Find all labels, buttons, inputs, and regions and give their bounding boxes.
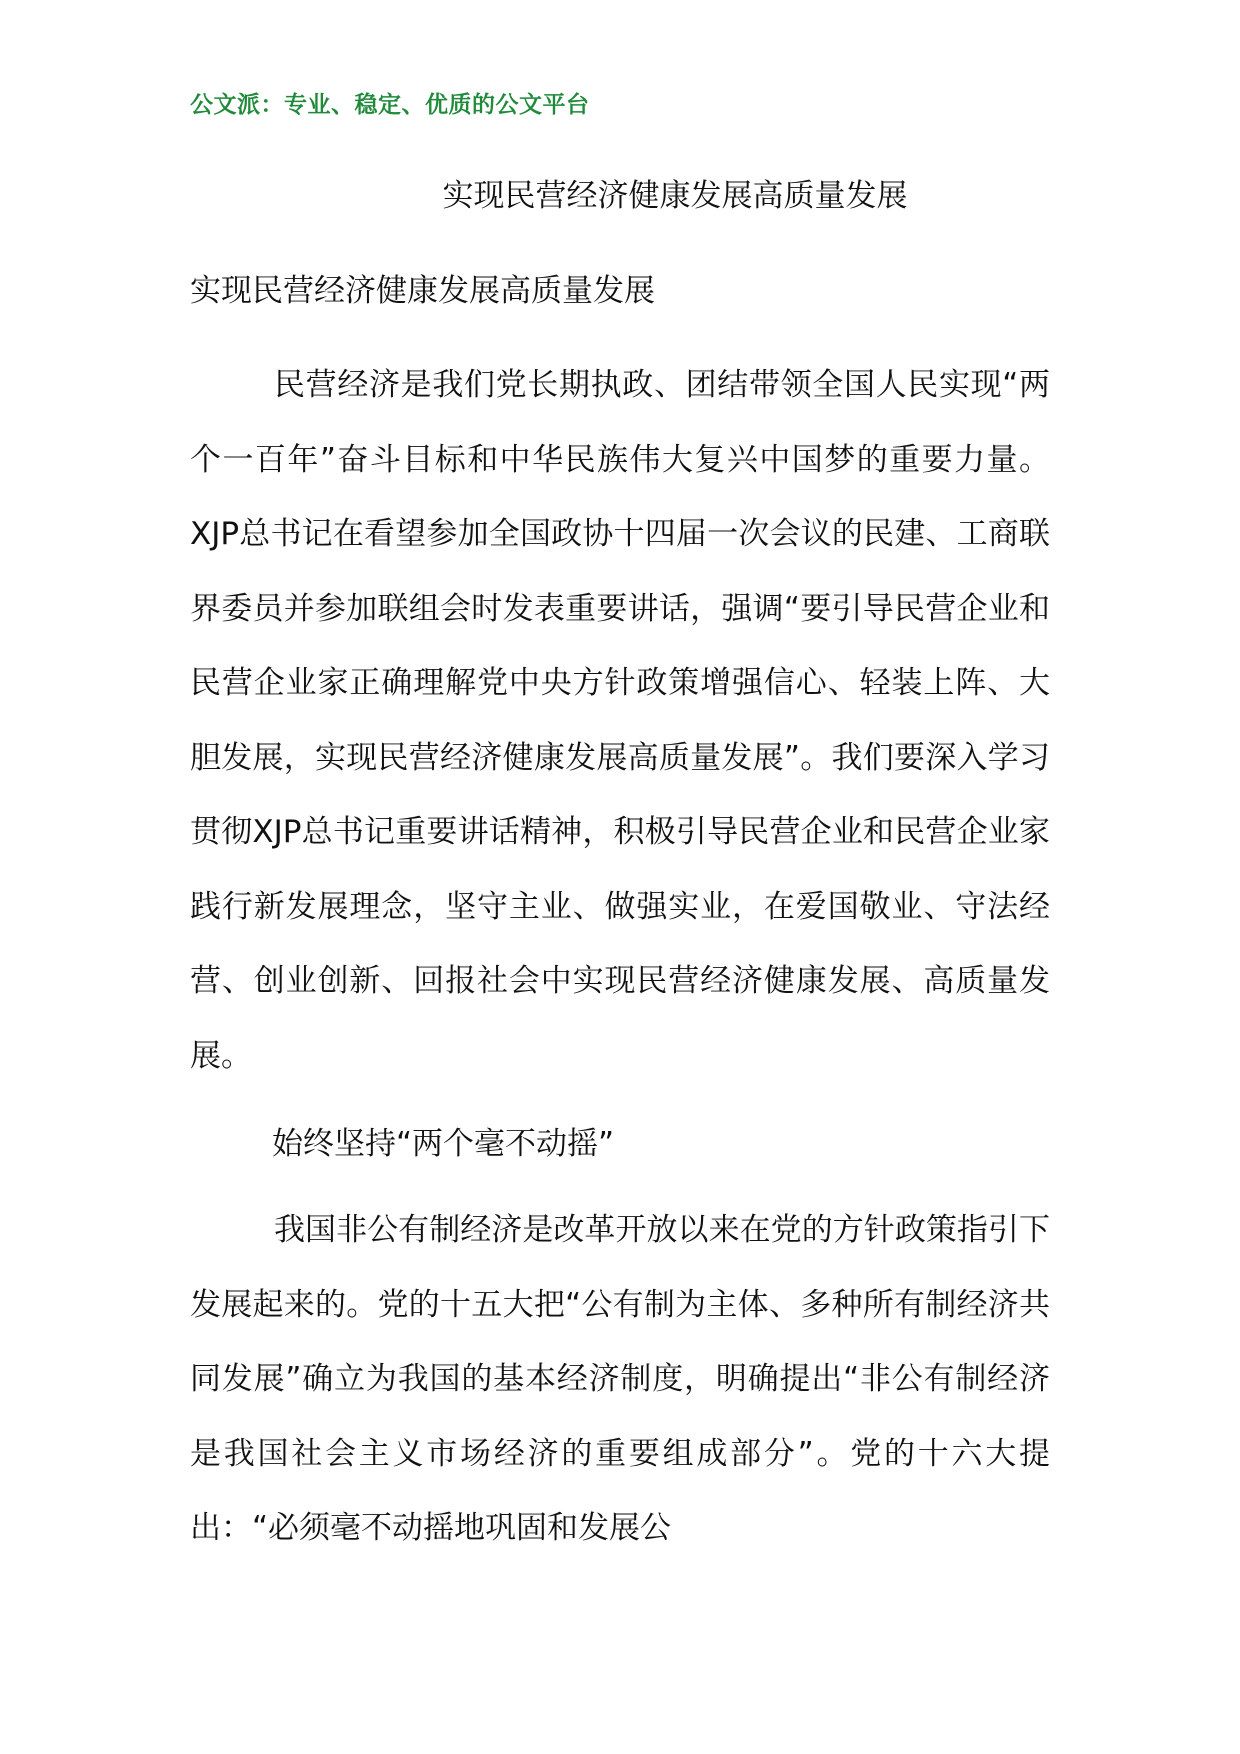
document-subtitle: 实现民营经济健康发展高质量发展 bbox=[190, 273, 655, 309]
section-heading: 始终坚持“两个毫不动摇” bbox=[272, 1126, 615, 1162]
body-paragraph: 民营经济是我们党长期执政、团结带领全国人民实现“两个一百年”奋斗目标和中华民族伟大复兴中国梦的重要力量。XJP总书记在看望参加全国政协十四届一次会议的民建、工商联界委员并参加联组会时发表重要讲话，强调“要引导民营企业和民营企业家正确理解党中央方针政策增强信心、轻装上阵、大胆发展，实现民营经济健康发展高质量发展”。我们要深入学习贯彻XJP总书记重要讲话精神，积极引导民营企业和民营企业家践行新发展理念，坚守主业、做强实业，在爱国敬业、守法经营、创业创新、回报社会中实现民营经济健康发展、高质量发展。 bbox=[190, 367, 1050, 1074]
document-title: 实现民营经济健康发展高质量发展 bbox=[442, 178, 908, 214]
header-banner: 公文派：专业、稳定、优质的公文平台 bbox=[190, 91, 590, 118]
body-paragraph: 我国非公有制经济是改革开放以来在党的方针政策指引下发展起来的。党的十五大把“公有制为主体、多种所有制经济共同发展”确立为我国的基本经济制度，明确提出“非公有制经济是我国社会主义市场经济的重要组成部分”。党的十六大提出：“必须毫不动摇地巩固和发展公 bbox=[190, 1212, 1050, 1546]
